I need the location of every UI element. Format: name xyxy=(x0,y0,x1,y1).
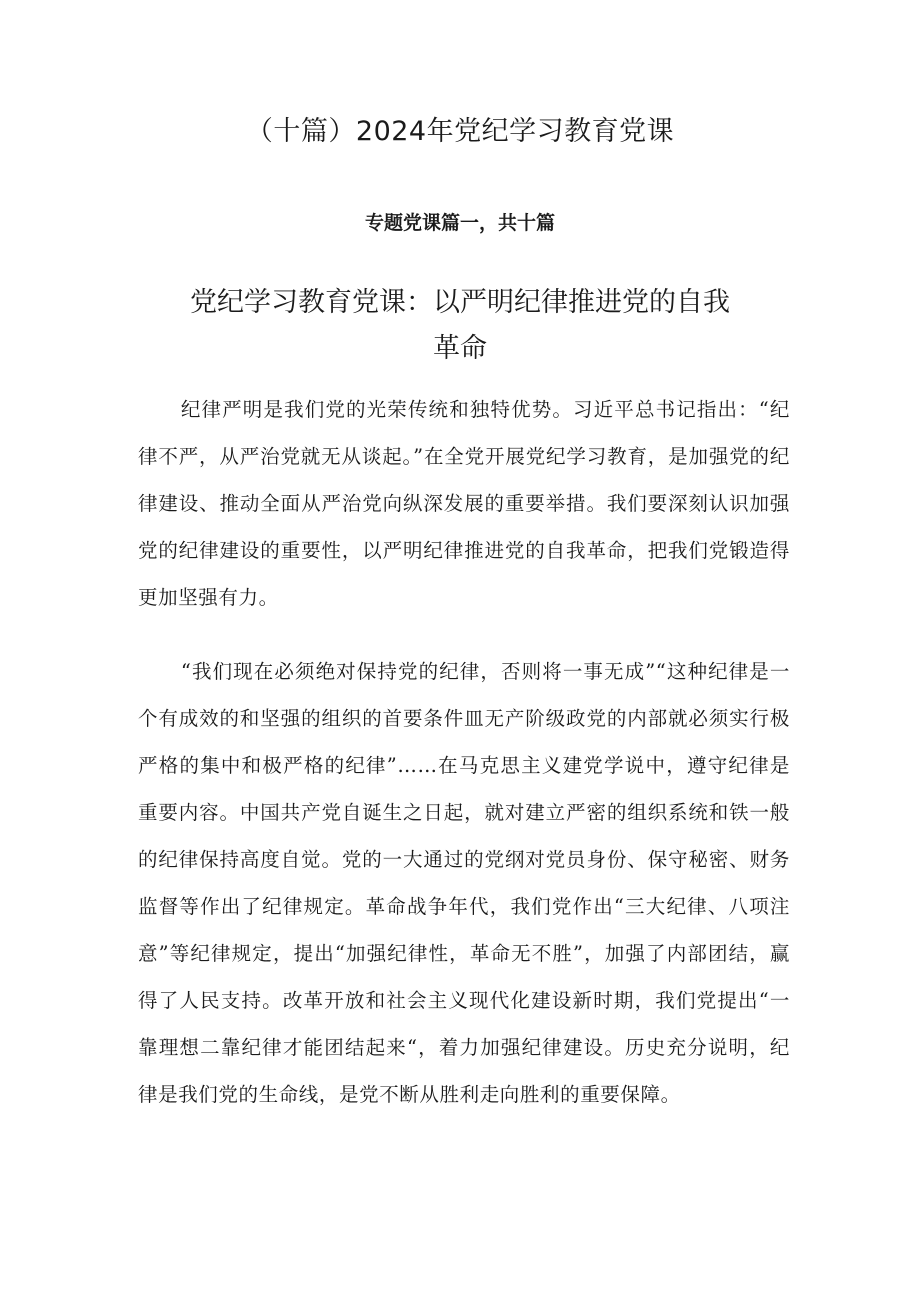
article-title: 党纪学习教育党课：以严明纪律推进党的自我革命 xyxy=(190,287,730,364)
paragraph-1: 纪律严明是我们党的光荣传统和独特优势。习近平总书记指出：“纪律不严，从严治党就无从谈起。”在全党开展党纪学习教育，是加强党的纪律建设、推动全面从严治党向纵深发展的重要举措。我们要深刻认识加强党的纪律建设的重要性，以严明纪律推进党的自我革命，把我们党锻造得更加坚强有力。 xyxy=(138,398,790,609)
document-title: （十篇）2024年党纪学习教育党课 xyxy=(245,116,675,147)
document-subtitle: 专题党课篇一，共十篇 xyxy=(364,212,555,234)
paragraph-2: “我们现在必须绝对保持党的纪律，否则将一事无成”“这种纪律是一个有成效的和坚强的组织的首要条件皿无产阶级政党的内部就必须实行极严格的集中和极严格的纪律”……在马克思主义建党学说中，遵守纪律是重要内容。中国共产党自诞生之日起，就对建立严密的组织系统和铁一般的纪律保持高度自觉。党的一大通过的党纲对党员身份、保守秘密、财务监督等作出了纪律规定。革命战争年代，我们党作出“三大纪律、八项注意”等纪律规定，提出“加强纪律性，革命无不胜”，加强了内部团结，赢得了人民支持。改革开放和社会主义现代化建设新时期，我们党提出“一靠理想二靠纪律才能团结起来“，着力加强纪律建设。历史充分说明，纪律是我们党的生命线，是党不断从胜利走向胜利的重要保障。 xyxy=(138,660,790,1106)
